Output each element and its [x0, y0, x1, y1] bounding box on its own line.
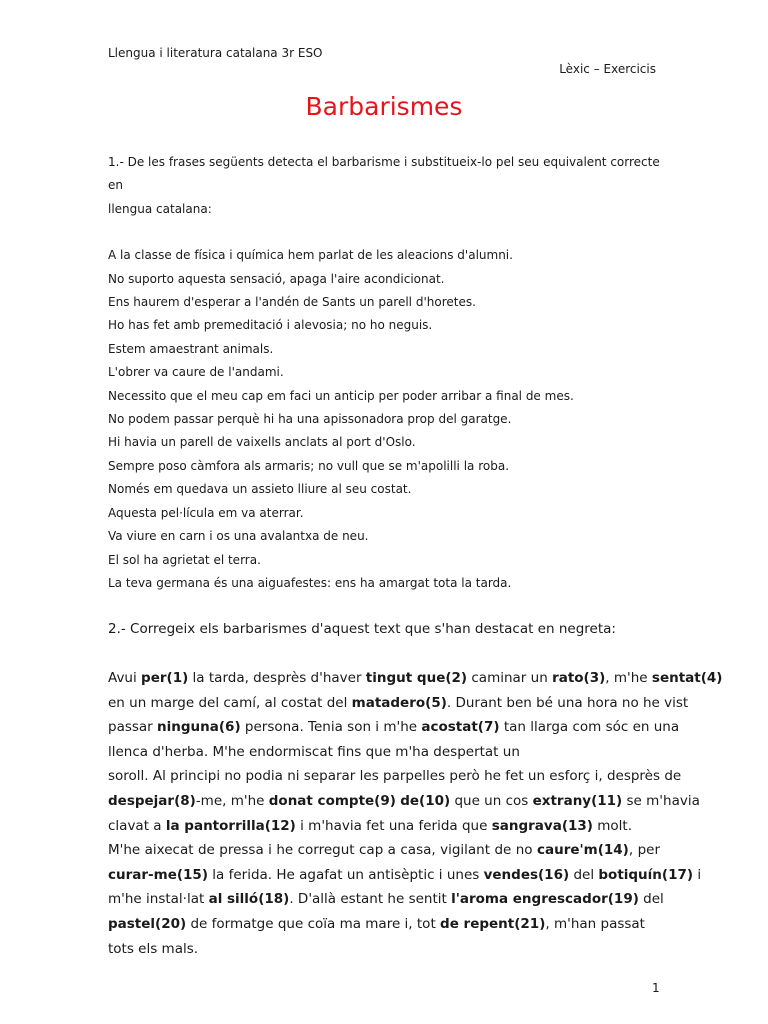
text-line [108, 789, 700, 814]
text-segment: que un cos [450, 792, 533, 809]
barbarism-highlight: curar-me(15) [108, 866, 208, 883]
sentence-item: Aquesta pel·lícula em va aterrar. [108, 505, 304, 520]
sentence-item: Necessito que el meu cap em faci un anticip per poder arribar a final de mes. [108, 388, 574, 403]
exercise-1 [108, 151, 660, 595]
text-segment: Avui [108, 670, 142, 686]
text-segment: la tarda, desprès d'haver [188, 670, 366, 686]
exercise-1-instruction-line: 1.- De les frases següents detecta el barbarisme i substitueix-lo pel seu equivalent correcte en [108, 155, 660, 193]
sentence-item: No suporto aquesta sensació, apaga l'aire acondicionat. [108, 271, 445, 286]
text-line [108, 863, 702, 888]
text-line [108, 691, 689, 716]
text-segment: tan llarga com sóc en una [499, 719, 680, 736]
page-number: 1 [652, 981, 660, 995]
text-line [108, 740, 660, 765]
text-line [108, 887, 664, 912]
sentence-item: Hi havia un parell de vaixells anclats al port d'Oslo. [108, 435, 416, 450]
text-segment: passar [108, 719, 158, 736]
barbarism-highlight: tingut que(2) [365, 670, 468, 686]
barbarism-highlight: caure'm(14) [536, 842, 629, 859]
text-segment: . Durant ben bé una hora no he vist [446, 694, 689, 711]
text-segment: del [569, 866, 599, 883]
text-segment: m'he instal·lat [108, 891, 209, 908]
header-course: Llengua i literatura catalana 3r ESO [108, 46, 323, 60]
sentence-item: Ens haurem d'esperar a l'andén de Sants un parell d'horetes. [108, 295, 476, 310]
barbarism-highlight: la pantorrilla(12) [165, 817, 296, 834]
text-segment: del [638, 891, 664, 908]
sentence-item: No podem passar perquè hi ha una apissonadora prop del garatge. [108, 412, 512, 427]
barbarism-highlight: acostat(7) [421, 719, 500, 736]
sentence-item: Ho has fet amb premeditació i alevosia; no ho neguis. [108, 318, 433, 333]
text-segment: M'he aixecat de pressa i he corregut cap a casa, vigilant de no [108, 842, 537, 859]
sentence-item: La teva germana és una aiguafestes: ens ha amargat tota la tarda. [108, 575, 512, 590]
text-segment: llenca d'herba. M'he endormiscat fins que m'ha despertat un [108, 743, 520, 760]
barbarism-highlight: sentat(4) [651, 670, 723, 686]
sentence-item: Sempre poso càmfora als armaris; no vull que se m'apolilli la roba. [108, 458, 510, 473]
text-line [108, 715, 680, 740]
exercise-2-text [108, 666, 723, 961]
sentence-list [108, 244, 660, 595]
sentence-item: El sol ha agrietat el terra. [108, 552, 261, 567]
barbarism-highlight: vendes(16) [483, 866, 570, 883]
text-segment: i [693, 866, 702, 883]
barbarism-highlight: ninguna(6) [157, 719, 241, 736]
sentence-item: Només em quedava un assieto lliure al seu costat. [108, 482, 412, 497]
text-line [108, 912, 660, 937]
barbarism-highlight: de(10) [400, 792, 451, 809]
text-line [108, 666, 723, 691]
text-segment: -me, m'he [195, 792, 269, 809]
sentence-item: Va viure en carn i os una avalantxa de neu. [108, 529, 369, 544]
sentence-item: L'obrer va caure de l'andami. [108, 365, 284, 380]
barbarism-highlight: sangrava(13) [491, 817, 593, 834]
text-segment: clavat a [108, 817, 166, 834]
barbarism-highlight: donat compte(9) [268, 792, 396, 809]
text-segment: , m'he [605, 670, 652, 686]
text-segment: la ferida. He agafat un antisèptic i unes [208, 866, 484, 883]
barbarism-highlight: per(1) [141, 670, 189, 686]
barbarism-highlight: extrany(11) [532, 792, 623, 809]
barbarism-highlight: matadero(5) [351, 694, 447, 711]
text-line [108, 764, 682, 789]
barbarism-highlight: de repent(21) [440, 915, 546, 932]
sentence-item: A la classe de física i química hem parlat de les aleacions d'alumni. [108, 248, 513, 263]
text-segment: en un marge del camí, al costat del [108, 694, 352, 711]
barbarism-highlight: l'aroma engrescador(19) [451, 891, 639, 908]
exercise-2-instruction: 2.- Corregeix els barbarismes d'aquest text que s'han destacat en negreta: [108, 621, 616, 637]
text-segment: caminar un [467, 670, 553, 686]
text-segment: molt. [592, 817, 632, 834]
barbarism-highlight: al silló(18) [208, 891, 290, 908]
text-line [108, 838, 660, 863]
text-segment: se m'havia [622, 792, 700, 809]
barbarism-highlight: pastel(20) [108, 915, 187, 932]
text-line [108, 814, 660, 839]
text-segment: , per [628, 842, 660, 859]
barbarism-highlight: despejar(8) [108, 792, 196, 809]
text-line [108, 937, 660, 962]
text-segment: persona. Tenia son i m'he [240, 719, 422, 736]
text-segment: i m'havia fet una ferida que [295, 817, 492, 834]
sentence-item: Estem amaestrant animals. [108, 341, 274, 356]
text-segment: de formatge que coïa ma mare i, tot [186, 915, 441, 932]
barbarism-highlight: rato(3) [552, 670, 606, 686]
text-segment: soroll. Al principi no podia ni separar les parpelles però he fet un esforç i, desprès de [108, 768, 682, 785]
header-section: Lèxic – Exercicis [559, 62, 656, 76]
page-title: Barbarismes [305, 92, 463, 121]
text-segment: , m'han passat [545, 915, 645, 932]
text-segment: tots els mals. [108, 940, 199, 957]
text-segment: . D'allà estant he sentit [289, 891, 452, 908]
barbarism-highlight: botiquín(17) [598, 866, 694, 883]
exercise-1-instruction-line: llengua catalana: [108, 201, 212, 216]
